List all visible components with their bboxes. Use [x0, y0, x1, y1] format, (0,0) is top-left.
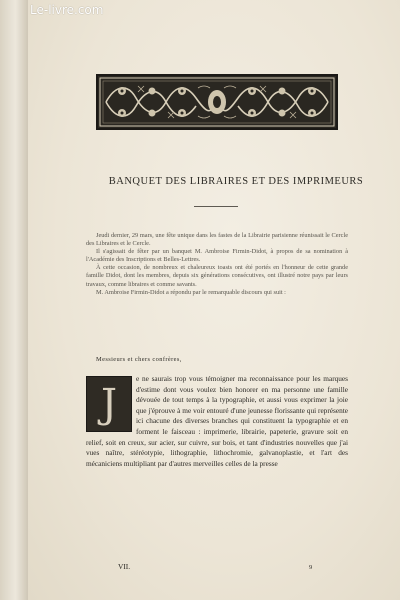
- article-title: BANQUET DES LIBRAIRES ET DES IMPRIMEURS: [108, 176, 364, 187]
- signature-mark: VII.: [118, 562, 131, 571]
- intro-paragraph: M. Ambroise Firmin-Didot a répondu par le remarquable discours qui suit :: [96, 288, 286, 296]
- intro-paragraph: À cette occasion, de nombreux et chaleureux toasts ont été portés en l'honneur de cette grande famille Didot, dont les membres, depuis six générations consécutives, ont illustré notre pays par leurs travaux, comme libraires et comme savants.: [86, 264, 348, 288]
- ornamental-headpiece: [96, 74, 338, 130]
- page-number: 9: [309, 564, 313, 571]
- intro-paragraph: Jeudi dernier, 29 mars, une fête unique dans les fastes de la Librairie parisienne réunissait le Cercle des Libraires et le Cercle.: [86, 232, 348, 248]
- drop-cap-initial: J: [86, 376, 132, 432]
- book-binding-edge: [0, 0, 29, 600]
- watermark: Le-livre.com: [30, 3, 104, 17]
- title-rule: [194, 206, 238, 207]
- intro-text: [86, 232, 348, 297]
- document-page: [28, 0, 400, 600]
- speech-text: [86, 374, 348, 556]
- speech-body: e ne saurais trop vous témoigner ma reconnaissance pour les marques d'estime dont vous voulez bien honorer en ma personne une famille dévouée de tout temps à la typographie, et aussi vous exprimer la joie que j'éprouve à me voir entouré d'une jeunesse florissante qui représente ici chacune des diverses branches qui constituent la typographie et en forment le faisceau : imprimerie, librairie, papeterie, gravure soit en relief, soit en creux, sur acier, sur cuivre, sur bois, et tant d'industries nouvelles que j'ai vues naître, stéréotypie, lithographie, lithochromie, galvanoplastie, et l'art des mécaniciens multipliant par d'autres merveilles celles de la presse: [86, 374, 348, 468]
- intro-paragraph: Il s'agissait de fêter par un banquet M. Ambroise Firmin-Didot, à propos de sa nomination à l'Académie des Inscriptions et Belles-Lettres.: [86, 248, 348, 264]
- salutation: Messieurs et chers confrères,: [96, 356, 182, 363]
